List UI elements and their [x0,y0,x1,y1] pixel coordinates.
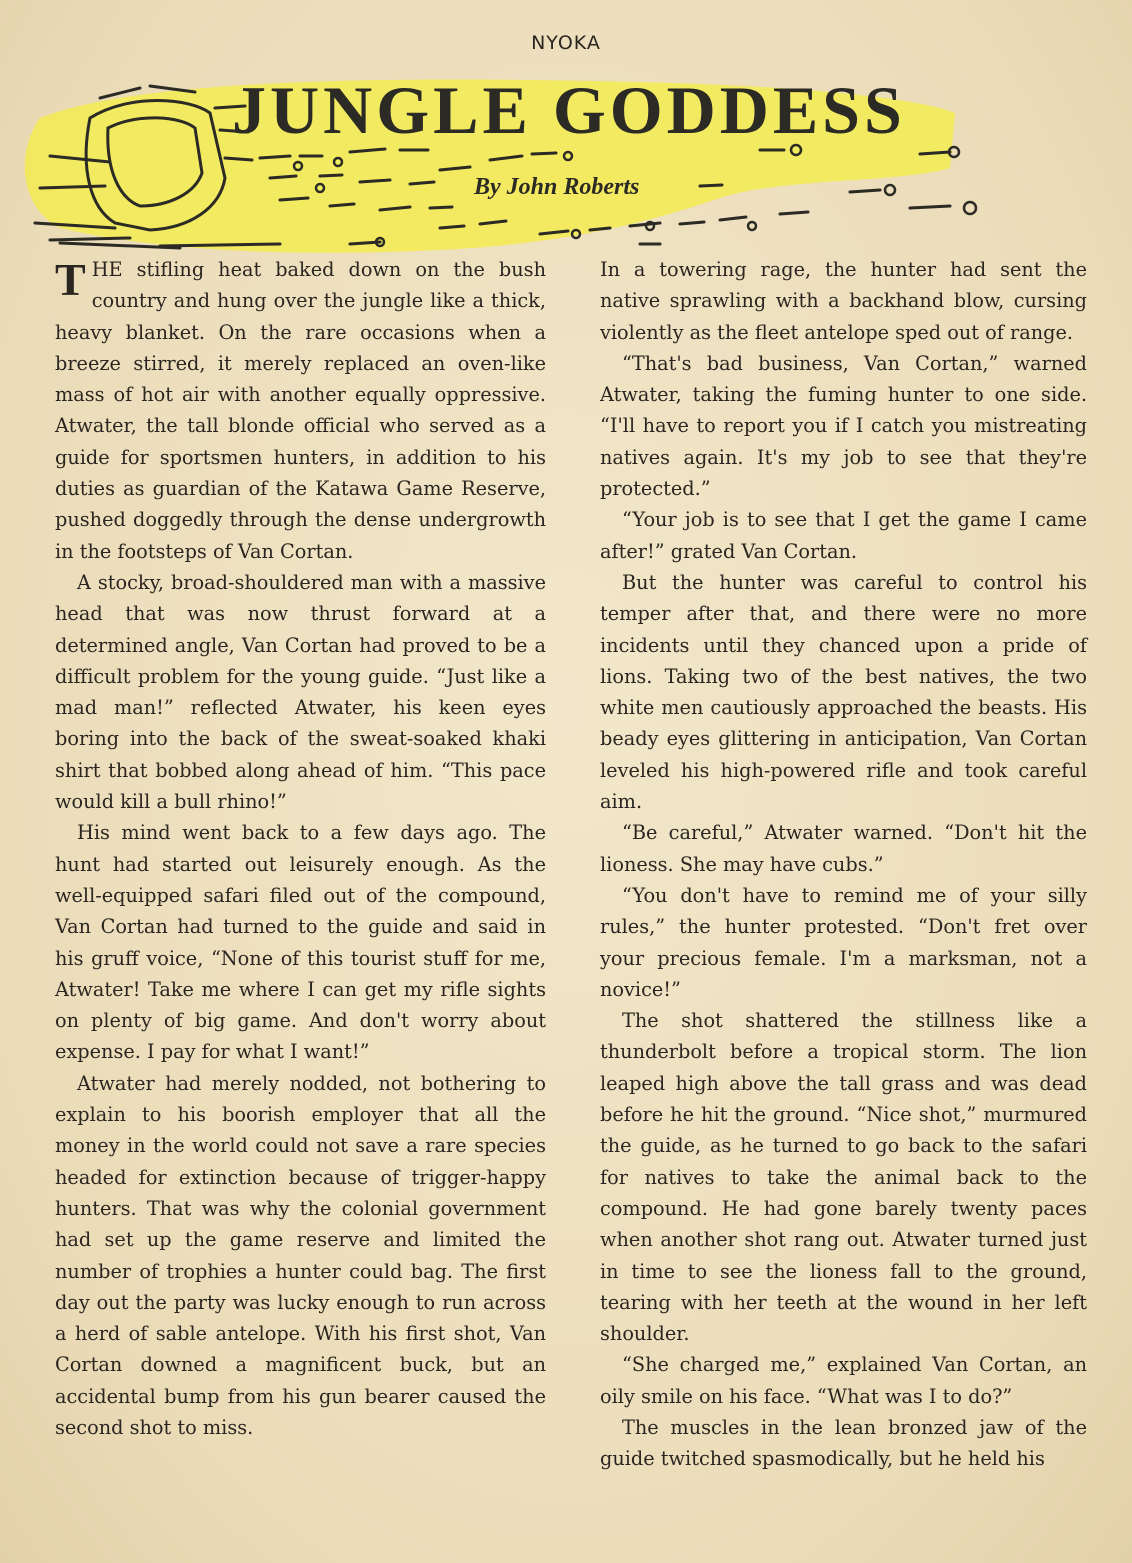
paragraph: The muscles in the lean bronzed jaw of the guide twitched spasmodically, but he held his [600,1415,1087,1471]
story-byline: By John Roberts [474,174,640,200]
paragraph: A stocky, broad-shouldered man with a massive head that was now thrust forward at a determined angle, Van Cortan had proved to be a difficult problem for the young guide. “Just like a mad man!” reflected Atwater, his keen eyes boring into the back of the sweat-soaked khaki shirt that bobbed along ahead of him. “This pace would kill a bull rhino!” [55,570,546,814]
paragraph-text: HE stifling heat baked down on the bush country and hung over the jungle like a thick, heavy blanket. On the rare occasions when a breeze stirred, it merely replaced an oven-like mass of hot air with another equally oppressive. Atwater, the tall blonde official who served as a guide for sportsmen hunters, in addition to his duties as guardian of the Katawa Game Reserve, pushed doggedly through the dense undergrowth in the footsteps of Van Cortan. [55,258,546,563]
left-text-column [55,254,546,1443]
drop-cap: T [55,254,86,305]
paragraph: “You don't have to remind me of your silly rules,” the hunter protested. “Don't fret over your precious female. I'm a marksman, not a novice!” [600,883,1087,1001]
paragraph: In a towering rage, the hunter had sent the native sprawling with a backhand blow, cursing violently as the fleet antelope sped out of range. [600,258,1087,344]
paragraph [55,254,546,567]
paragraph: The shot shattered the stillness like a thunderbolt before a tropical storm. The lion leaped high above the tall grass and was dead before he hit the ground. “Nice shot,” murmured the guide, as he turned to go back to the safari for natives to take the animal back to the compound. He had gone barely twenty paces when another shot rang out. Atwater turned just in time to see the lioness fall to the ground, tearing with her teeth at the wound in her left shoulder. [600,1009,1087,1346]
paragraph: “Your job is to see that I get the game I came after!” grated Van Cortan. [600,508,1087,563]
paragraph: “That's bad business, Van Cortan,” warned Atwater, taking the fuming hunter to one side. “I'll have to report you if I catch you mistreating natives again. It's my job to see that they're protected.” [600,351,1087,501]
right-text-column [600,254,1087,1475]
paragraph: “She charged me,” explained Van Cortan, an oily smile on his face. “What was I to do?” [600,1353,1087,1408]
paragraph: Atwater had merely nodded, not bothering to explain to his boorish employer that all the money in the world could not save a rare species headed for extinction because of trigger-happy hunters. That was why the colonial government had set up the game reserve and limited the number of trophies a hunter could bag. The first day out the party was lucky enough to run across a herd of sable antelope. With his first shot, Van Cortan downed a magnificent buck, but an accidental bump from his gun bearer caused the second shot to miss. [55,1071,546,1439]
paragraph: “Be careful,” Atwater warned. “Don't hit the lioness. She may have cubs.” [600,821,1087,876]
running-head: NYOKA [531,32,601,54]
paragraph: But the hunter was careful to control his temper after that, and there were no more incidents until they chanced upon a pride of lions. Taking two of the best natives, the two white men cautiously approached the beasts. His beady eyes glittering in anticipation, Van Cortan leveled his high-powered rifle and took careful aim. [600,570,1087,814]
paragraph: His mind went back to a few days ago. The hunt had started out leisurely enough. As the well-equipped safari filed out of the compound, Van Cortan had turned to the guide and said in his gruff voice, “None of this tourist stuff for me, Atwater! Take me where I can get my rifle sights on plenty of big game. And don't worry about expense. I pay for what I want!” [55,821,546,1064]
story-title: JUNGLE GODDESS [232,72,906,148]
